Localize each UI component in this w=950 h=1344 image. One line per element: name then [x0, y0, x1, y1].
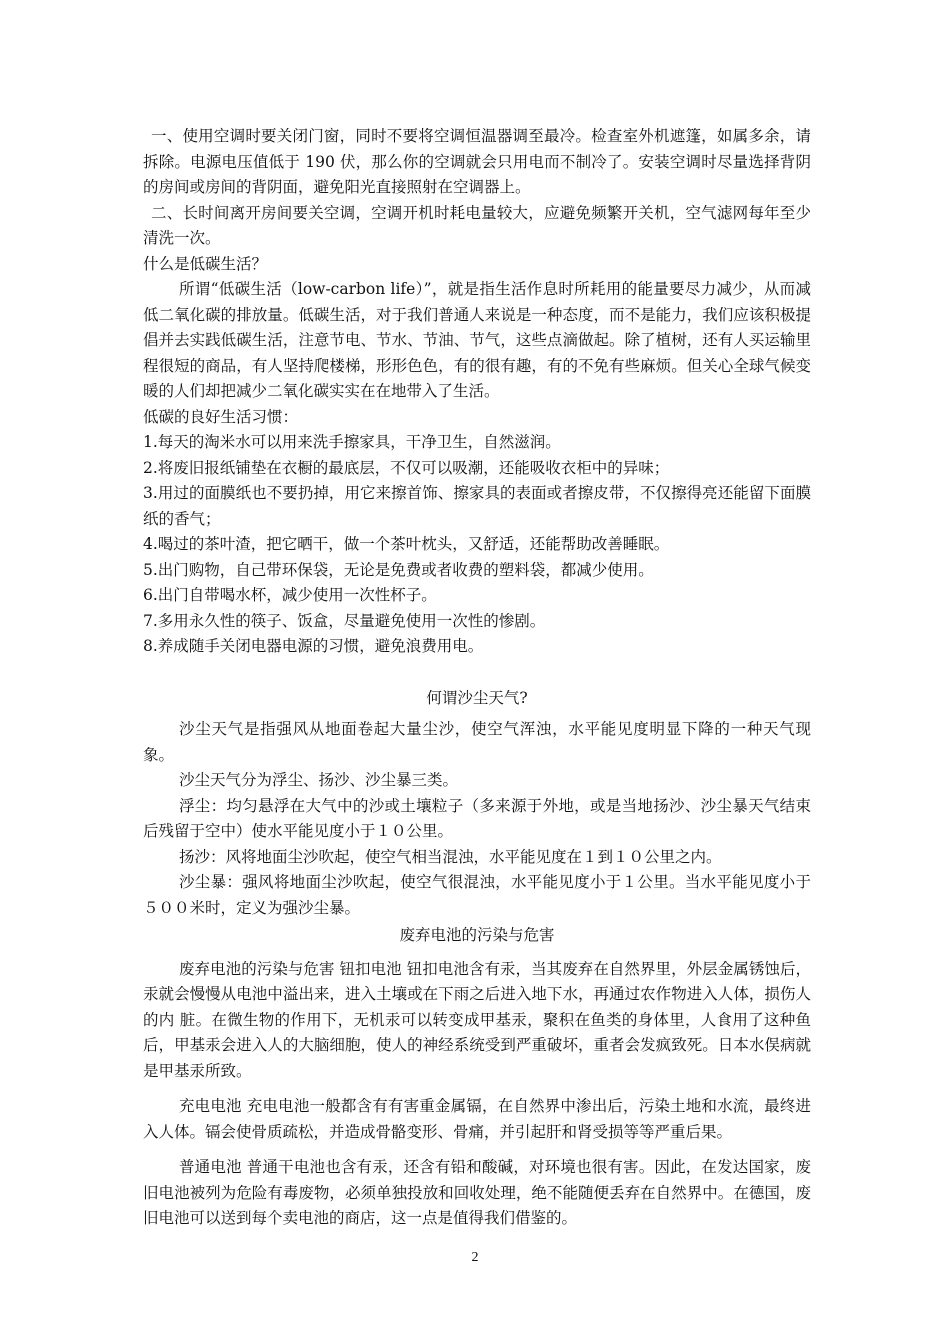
heading-battery-pollution: 废弃电池的污染与危害: [399, 926, 555, 944]
paragraph-rechargeable-battery: 充电电池 充电电池一般都含有有害重金属镉，在自然界中渗出后，污染土地和水流，最终进入人体。镉会使骨质疏松，并造成骨骼变形、骨痛，并引起肝和肾受损等等严重后果。: [143, 1097, 811, 1141]
paragraph-sandstorm-definition: 沙尘天气是指强风从地面卷起大量尘沙，使空气浑浊，水平能见度明显下降的一种天气现象。: [143, 720, 811, 764]
list-item: 6.出门自带喝水杯，减少使用一次性杯子。: [143, 586, 437, 604]
list-item: 7.多用永久性的筷子、饭盒，尽量避免使用一次性的惨剧。: [143, 611, 546, 630]
list-item: 3.用过的面膜纸也不要扔掉，用它来擦首饰、擦家具的表面或者擦皮带，不仅擦得亮还能留下面膜纸的香气；: [143, 484, 811, 528]
paragraph-sand-storm: 沙尘暴：强风将地面尘沙吹起，使空气很混浊，水平能见度小于１公里。当水平能见度小于５００米时，定义为强沙尘暴。: [143, 873, 811, 917]
page-number: 2: [471, 1250, 479, 1265]
heading-sandstorm: 何谓沙尘天气?: [426, 688, 528, 707]
heading-low-carbon-habits: 低碳的良好生活习惯：: [143, 407, 299, 426]
paragraph-button-battery: 废弃电池的污染与危害 钮扣电池 钮扣电池含有汞，当其废弃在自然界里，外层金属锈蚀后，汞就会慢慢从电池中溢出来，进入土壤或在下雨之后进入地下水，再通过农作物进入人体，损伤人的内 脏。在微生物的作用下，无机汞可以转变成甲基汞，聚积在鱼类的身体里，人食用了这种鱼后，甲基汞会进入人的大脑细胞，使人的神经系统受到严重破坏，重者会发疯致死。日本水俣病就是甲基汞所致。: [143, 959, 811, 1080]
paragraph-blowing-sand: 扬沙：风将地面尘沙吹起，使空气相当混浊，水平能见度在１到１０公里之内。: [179, 847, 722, 866]
list-item: 4.喝过的茶叶渣，把它晒干，做一个茶叶枕头，又舒适，还能帮助改善睡眠。: [143, 535, 670, 553]
list-item: 5.出门购物，自己带环保袋，无论是免费或者收费的塑料袋，都减少使用。: [143, 560, 654, 579]
paragraph-floating-dust: 浮尘：均匀悬浮在大气中的沙或土壤粒子（多来源于外地，或是当地扬沙、沙尘暴天气结束后残留于空中）使水平能见度小于１０公里。: [143, 796, 811, 840]
paragraph-low-carbon-definition: 所谓“低碳生活（low-carbon life）”，就是指生活作息时所耗用的能量要尽力减少，从而减低二氧化碳的排放量。低碳生活，对于我们普通人来说是一种态度，而不是能力，我们应该积极提倡并去实践低碳生活，注意节电、节水、节油、节气，这些点滴做起。除了植树，还有人买运输里程很短的商品，有人坚持爬楼梯，形形色色，有的很有趣，有的不免有些麻烦。但关心全球气候变暖的人们却把减少二氧化碳实实在在地带入了生活。: [143, 280, 811, 400]
paragraph-ordinary-battery: 普通电池 普通干电池也含有汞，还含有铅和酸碱，对环境也很有害。因此，在发达国家，废旧电池被列为危险有毒废物，必须单独投放和回收处理，绝不能随便丢弃在自然界中。在德国，废旧电池可以送到每个卖电池的商店，这一点是值得我们借鉴的。: [143, 1158, 811, 1227]
list-item: 2.将废旧报纸铺垫在衣橱的最底层，不仅可以吸潮，还能吸收衣柜中的异味；: [143, 458, 670, 477]
paragraph-ac-tip-1: 一、使用空调时要关闭门窗，同时不要将空调恒温器调至最冷。检查室外机遮篷，如属多余，请拆除。电源电压值低于 190 伏，那么你的空调就会只用电而不制冷了。安装空调时尽量选择背阴的房间或房间的背阴面，避免阳光直接照射在空调器上。: [143, 127, 811, 196]
paragraph-sandstorm-types: 沙尘天气分为浮尘、扬沙、沙尘暴三类。: [179, 771, 459, 789]
heading-low-carbon-question: 什么是低碳生活？: [143, 254, 268, 273]
list-item: 8.养成随手关闭电器电源的习惯，避免浪费用电。: [143, 637, 484, 655]
list-item: 1.每天的淘米水可以用来洗手擦家具，干净卫生，自然滋润。: [143, 433, 561, 451]
paragraph-ac-tip-2: 二、长时间离开房间要关空调，空调开机时耗电量较大，应避免频繁开关机，空气滤网每年至少清洗一次。: [143, 203, 811, 247]
page-content: [143, 124, 811, 1232]
